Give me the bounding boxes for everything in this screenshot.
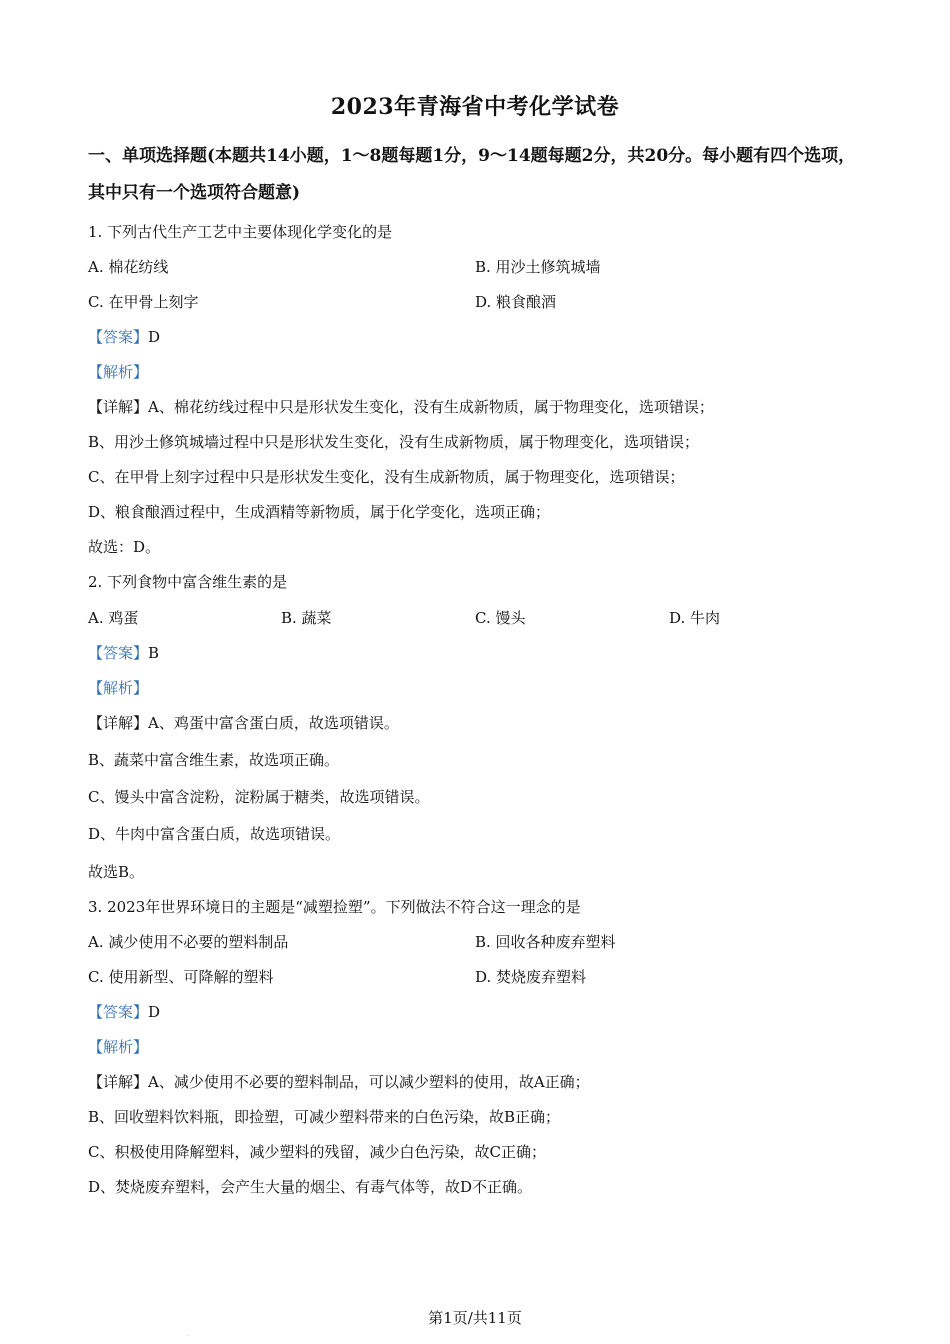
- q3-stem: 3. 2023年世界环境日的主题是“减塑捡塑”。下列做法不符合这一理念的是: [88, 898, 581, 916]
- q1-conclusion: 故选：D。: [88, 538, 161, 556]
- q2-answer-value: B: [148, 644, 160, 662]
- q3-detail-1: [88, 1071, 590, 1092]
- answer-label: 【答案】: [88, 1003, 149, 1021]
- section-heading: 一、单项选择题(本题共14小题，1～8题每题1分，9～14题每题2分，共20分。每小题有四个选项，其中只有一个选项符合题意): [88, 146, 856, 203]
- answer-label: 【答案】: [88, 644, 149, 662]
- q1-detail-2: B、用沙土修筑城墙过程中只是形状发生变化，没有生成新物质，属于物理变化，选项错误；: [88, 433, 700, 451]
- q3-option-b: B. 回收各种废弃塑料: [475, 933, 616, 951]
- q3-detail-4: D、焚烧废弃塑料，会产生大量的烟尘、有毒气体等，故D不正确。: [88, 1178, 533, 1196]
- q1-detail-4: D、粮食酿酒过程中，生成酒精等新物质，属于化学变化，选项正确；: [88, 503, 551, 521]
- detail-label: 【详解】: [88, 714, 149, 732]
- q2-answer: [88, 642, 159, 663]
- page-footer: 第1页/共11页: [428, 1309, 522, 1327]
- q1-option-c: C. 在甲骨上刻字: [88, 293, 199, 311]
- q2-detail-1: [88, 712, 399, 733]
- detail-label: 【详解】: [88, 1073, 149, 1091]
- q2-detail-2: B、蔬菜中富含维生素，故选项正确。: [88, 751, 340, 769]
- q1-option-a: A. 棉花纺线: [88, 258, 169, 276]
- q3-analysis-label: 【解析】: [88, 1038, 149, 1056]
- decorative-dot: ·: [187, 1333, 189, 1340]
- q3-option-c: C. 使用新型、可降解的塑料: [88, 968, 274, 986]
- q1-detail-text-a: A、棉花纺线过程中只是形状发生变化，没有生成新物质，属于物理变化，选项错误；: [148, 398, 714, 416]
- q3-answer: [88, 1001, 160, 1022]
- q2-option-d: D. 牛肉: [669, 609, 721, 627]
- q1-option-d: D. 粮食酿酒: [475, 293, 557, 311]
- q2-option-c: C. 馒头: [475, 609, 526, 627]
- q3-answer-value: D: [148, 1003, 161, 1021]
- q3-detail-2: B、回收塑料饮料瓶，即捡塑，可减少塑料带来的白色污染，故B正确；: [88, 1108, 561, 1126]
- q1-analysis-label: 【解析】: [88, 363, 149, 381]
- q1-detail-3: C、在甲骨上刻字过程中只是形状发生变化，没有生成新物质，属于物理变化，选项错误；: [88, 468, 685, 486]
- q2-option-a: A. 鸡蛋: [88, 609, 139, 627]
- answer-label: 【答案】: [88, 328, 149, 346]
- q2-conclusion: 故选B。: [88, 863, 145, 881]
- q1-option-b: B. 用沙土修筑城墙: [475, 258, 601, 276]
- q3-option-d: D. 焚烧废弃塑料: [475, 968, 587, 986]
- q2-detail-4: D、牛肉中富含蛋白质，故选项错误。: [88, 825, 341, 843]
- q1-answer-value: D: [148, 328, 161, 346]
- q3-detail-3: C、积极使用降解塑料，减少塑料的残留，减少白色污染，故C正确；: [88, 1143, 546, 1161]
- q1-detail-1: [88, 396, 714, 417]
- q1-answer: [88, 326, 160, 347]
- q3-detail-text-a: A、减少使用不必要的塑料制品，可以减少塑料的使用，故A正确；: [148, 1073, 590, 1091]
- page-title: 2023年青海省中考化学试卷: [330, 94, 620, 120]
- q2-analysis-label: 【解析】: [88, 679, 149, 697]
- q1-stem: 1. 下列古代生产工艺中主要体现化学变化的是: [88, 223, 393, 241]
- q2-stem: 2. 下列食物中富含维生素的是: [88, 573, 288, 591]
- q2-detail-text-a: A、鸡蛋中富含蛋白质，故选项错误。: [148, 714, 399, 732]
- q2-option-b: B. 蔬菜: [281, 609, 332, 627]
- q2-detail-3: C、馒头中富含淀粉，淀粉属于糖类，故选项错误。: [88, 788, 430, 806]
- q3-option-a: A. 减少使用不必要的塑料制品: [88, 933, 289, 951]
- detail-label: 【详解】: [88, 398, 149, 416]
